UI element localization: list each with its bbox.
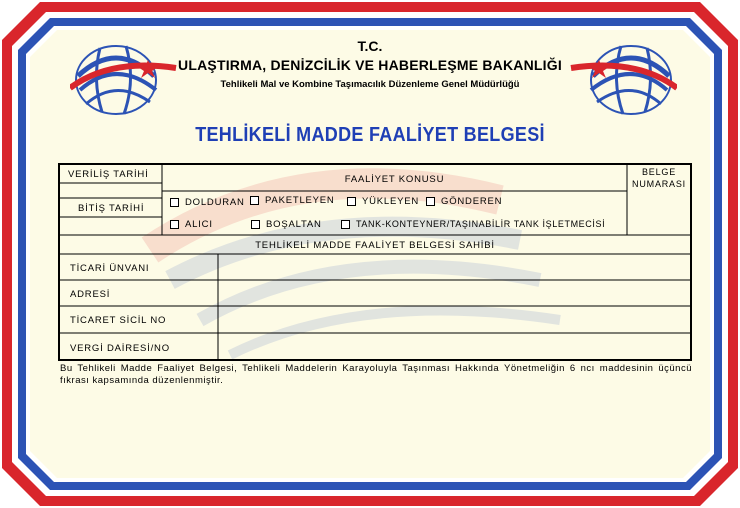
option-bosaltan[interactable]: BOŞALTAN xyxy=(251,219,322,230)
checkbox-yukleyen[interactable] xyxy=(347,197,356,206)
trade-name-field[interactable] xyxy=(219,255,690,279)
ministry-name: ULAŞTIRMA, DENİZCİLİK VE HABERLEŞME BAKANLIĞI xyxy=(178,57,562,73)
option-doldurapn[interactable]: DOLDURAN xyxy=(170,197,245,208)
doc-number-label-line1: BELGE xyxy=(641,167,676,177)
field-label-trade-name: TİCARİ ÜNVANI xyxy=(70,263,150,274)
checkbox-alici[interactable] xyxy=(170,220,179,229)
trade-registry-field[interactable] xyxy=(219,307,690,332)
option-paketleyen[interactable]: PAKETLEYEN xyxy=(250,195,335,206)
footnote: Bu Tehlikeli Madde Faaliyet Belgesi, Tehlikeli Maddelerin Karayoluyla Taşınması Hakkında Yönetmeliğin 6 ncı maddesinin üçüncü fıkrası kapsamında düzenlenmiştir. xyxy=(60,363,692,386)
checkbox-paketleyen[interactable] xyxy=(250,196,259,205)
checkbox-doldurapn[interactable] xyxy=(170,198,179,207)
doc-number-label-line2: NUMARASI xyxy=(632,179,686,189)
directorate-name: Tehlikeli Mal ve Kombine Taşımacılık Düzenleme Genel Müdürlüğü xyxy=(220,79,520,90)
option-gonderen[interactable]: GÖNDEREN xyxy=(426,196,502,207)
tc-heading: T.C. xyxy=(357,38,383,54)
checkbox-bosaltan[interactable] xyxy=(251,220,260,229)
checkbox-tank-operator[interactable] xyxy=(341,220,350,229)
tax-office-field[interactable] xyxy=(219,334,690,359)
certificate-form xyxy=(58,163,692,361)
document-title: TEHLİKELİ MADDE FAALİYET BELGESİ xyxy=(195,122,545,146)
end-date-label: BİTİŞ TARİHİ xyxy=(78,203,145,214)
address-field[interactable] xyxy=(219,281,690,305)
option-yukleyen[interactable]: YÜKLEYEN xyxy=(347,196,419,207)
checkbox-gonderen[interactable] xyxy=(426,197,435,206)
option-alici[interactable]: ALICI xyxy=(170,219,213,230)
field-label-tax-office: VERGİ DAİRESİ/NO xyxy=(70,343,170,354)
field-label-trade-registry: TİCARET SİCİL NO xyxy=(70,315,167,326)
field-label-address: ADRESİ xyxy=(70,289,111,300)
holder-label: TEHLİKELİ MADDE FAALİYET BELGESİ SAHİBİ xyxy=(255,240,495,251)
issue-date-label: VERİLİŞ TARİHİ xyxy=(68,169,149,180)
option-tank-operator[interactable]: TANK-KONTEYNER/TAŞINABİLİR TANK İŞLETMECİSİ xyxy=(341,219,605,229)
activity-label: FAALİYET KONUSU xyxy=(344,174,445,185)
